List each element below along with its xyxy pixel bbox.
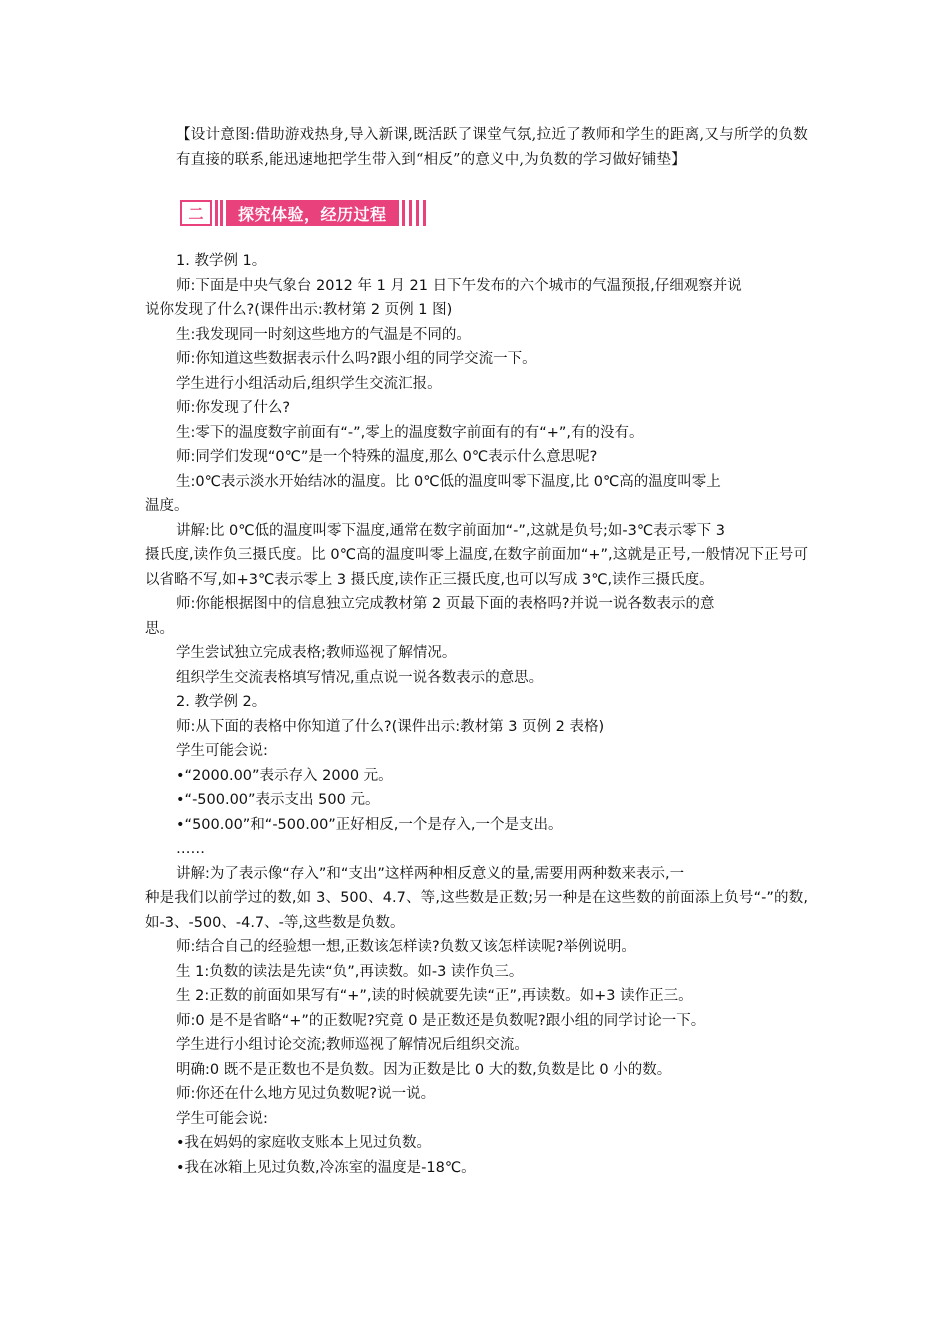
- paragraph-first-line: ……: [176, 841, 205, 857]
- paragraph: [176, 788, 808, 813]
- paragraph: [176, 837, 808, 862]
- paragraph: [145, 470, 808, 519]
- paragraph: [176, 323, 808, 348]
- paragraph-first-line: •“-500.00”表示支出 500 元。: [176, 792, 380, 808]
- paragraph: [176, 1033, 808, 1058]
- paragraph-first-line: 生:0℃表示淡水开始结冰的温度。比 0℃低的温度叫零下温度,比 0℃高的温度叫零上: [176, 473, 721, 490]
- paragraph: [176, 396, 808, 421]
- paragraph-first-line: 2. 教学例 2。: [176, 694, 267, 710]
- paragraph-continuation: 温度。: [145, 498, 189, 514]
- paragraph-first-line: 组织学生交流表格填写情况,重点说一说各数表示的意思。: [176, 669, 544, 686]
- section-header-banner: [180, 200, 430, 226]
- paragraph: [176, 984, 808, 1009]
- paragraph-first-line: 师:你能根据图中的信息独立完成教材第 2 页最下面的表格吗?并说一说各数表示的意: [176, 596, 715, 612]
- paragraph-first-line: 师:你还在什么地方见过负数呢?说一说。: [176, 1086, 436, 1102]
- paragraph-first-line: •“2000.00”表示存入 2000 元。: [176, 767, 393, 784]
- paragraph: [176, 935, 808, 960]
- paragraph: [176, 1156, 808, 1181]
- paragraph-first-line: 学生进行小组活动后,组织学生交流汇报。: [176, 375, 442, 392]
- paragraph-first-line: 师:结合自己的经验想一想,正数该怎样读?负数又该怎样读呢?举例说明。: [176, 939, 636, 955]
- banner-stripes-left: [215, 200, 225, 226]
- paragraph-first-line: 师:你知道这些数据表示什么吗?跟小组的同学交流一下。: [176, 351, 537, 367]
- paragraph-first-line: •我在冰箱上见过负数,冷冻室的温度是-18℃。: [176, 1159, 476, 1176]
- paragraph-first-line: 师:同学们发现“0℃”是一个特殊的温度,那么 0℃表示什么意思呢?: [176, 449, 598, 465]
- paragraph-first-line: 明确:0 既不是正数也不是负数。因为正数是比 0 大的数,负数是比 0 小的数。: [176, 1061, 672, 1078]
- paragraph-first-line: 生:我发现同一时刻这些地方的气温是不同的。: [176, 326, 471, 343]
- paragraph: [176, 347, 808, 372]
- paragraph: [176, 372, 808, 397]
- lesson-body: [145, 249, 808, 1180]
- section-number-badge: 二: [180, 200, 212, 226]
- paragraph-continuation: 种是我们以前学过的数,如 3、500、4.7、等,这些数是正数;另一种是在这些数的前面添上负号“-”的数,如-3、-500、-4.7、-等,这些数是负数。: [145, 890, 808, 931]
- paragraph-continuation: 思。: [145, 620, 174, 637]
- paragraph: [176, 249, 808, 274]
- paragraph: [176, 666, 808, 691]
- paragraph: [176, 1131, 808, 1156]
- paragraph: [176, 764, 808, 789]
- paragraph-continuation: 摄氏度,读作负三摄氏度。比 0℃高的温度叫零上温度,在数字前面加“+”,这就是正号,一般情况下正号可以省略不写,如+3℃表示零上 3 摄氏度,读作正三摄氏度,也可以写成 3℃,读作三摄氏度。: [145, 547, 808, 588]
- paragraph-first-line: 师:0 是不是省略“+”的正数呢?究竟 0 是正数还是负数呢?跟小组的同学讨论一下。: [176, 1012, 706, 1029]
- paragraph: [145, 274, 808, 323]
- paragraph: [176, 1058, 808, 1083]
- paragraph: [145, 592, 808, 641]
- paragraph-first-line: 师:下面是中央气象台 2012 年 1 月 21 日下午发布的六个城市的气温预报,仔细观察并说: [176, 277, 742, 294]
- paragraph-first-line: •我在妈妈的家庭收支账本上见过负数。: [176, 1135, 432, 1151]
- paragraph-continuation: 说你发现了什么?(课件出示:教材第 2 页例 1 图): [145, 302, 453, 318]
- paragraph: [176, 445, 808, 470]
- paragraph-first-line: 学生可能会说:: [176, 743, 268, 759]
- paragraph-first-line: 1. 教学例 1。: [176, 253, 267, 269]
- paragraph-first-line: 师:从下面的表格中你知道了什么?(课件出示:教材第 3 页例 2 表格): [176, 718, 605, 735]
- paragraph-first-line: 生 1:负数的读法是先读“负”,再读数。如-3 读作负三。: [176, 963, 524, 980]
- paragraph: [176, 1107, 808, 1132]
- paragraph-first-line: 学生进行小组讨论交流;教师巡视了解情况后组织交流。: [176, 1037, 529, 1053]
- paragraph-first-line: 生:零下的温度数字前面有“-”,零上的温度数字前面有的有“+”,有的没有。: [176, 424, 644, 441]
- paragraph: [145, 519, 808, 593]
- paragraph: [176, 1082, 808, 1107]
- paragraph: [176, 715, 808, 740]
- paragraph: [176, 960, 808, 985]
- paragraph: [176, 1009, 808, 1034]
- paragraph-first-line: 学生可能会说:: [176, 1110, 268, 1127]
- paragraph: [176, 739, 808, 764]
- paragraph: [176, 421, 808, 446]
- paragraph-first-line: 生 2:正数的前面如果写有“+”,读的时候就要先读“正”,再读数。如+3 读作正三。: [176, 988, 693, 1004]
- design-intent-note: 【设计意图:借助游戏热身,导入新课,既活跃了课堂气氛,拉近了教师和学生的距离,又与所学的负数有直接的联系,能迅速地把学生带入到“相反”的意义中,为负数的学习做好铺垫】: [176, 127, 808, 168]
- paragraph-first-line: •“500.00”和“-500.00”正好相反,一个是存入,一个是支出。: [176, 816, 563, 833]
- paragraph: [145, 862, 808, 936]
- banner-stripes-right: [402, 200, 430, 226]
- paragraph-first-line: 师:你发现了什么?: [176, 400, 291, 416]
- paragraph: [176, 690, 808, 715]
- paragraph-first-line: 讲解:为了表示像“存入”和“支出”这样两种相反意义的量,需要用两种数来表示,一: [176, 865, 685, 882]
- paragraph-first-line: 讲解:比 0℃低的温度叫零下温度,通常在数字前面加“-”,这就是负号;如-3℃表示零下 3: [176, 522, 725, 539]
- paragraph: [176, 641, 808, 666]
- section-title: 探究体验，经历过程: [226, 200, 399, 226]
- paragraph: [176, 813, 808, 838]
- paragraph-first-line: 学生尝试独立完成表格;教师巡视了解情况。: [176, 645, 457, 661]
